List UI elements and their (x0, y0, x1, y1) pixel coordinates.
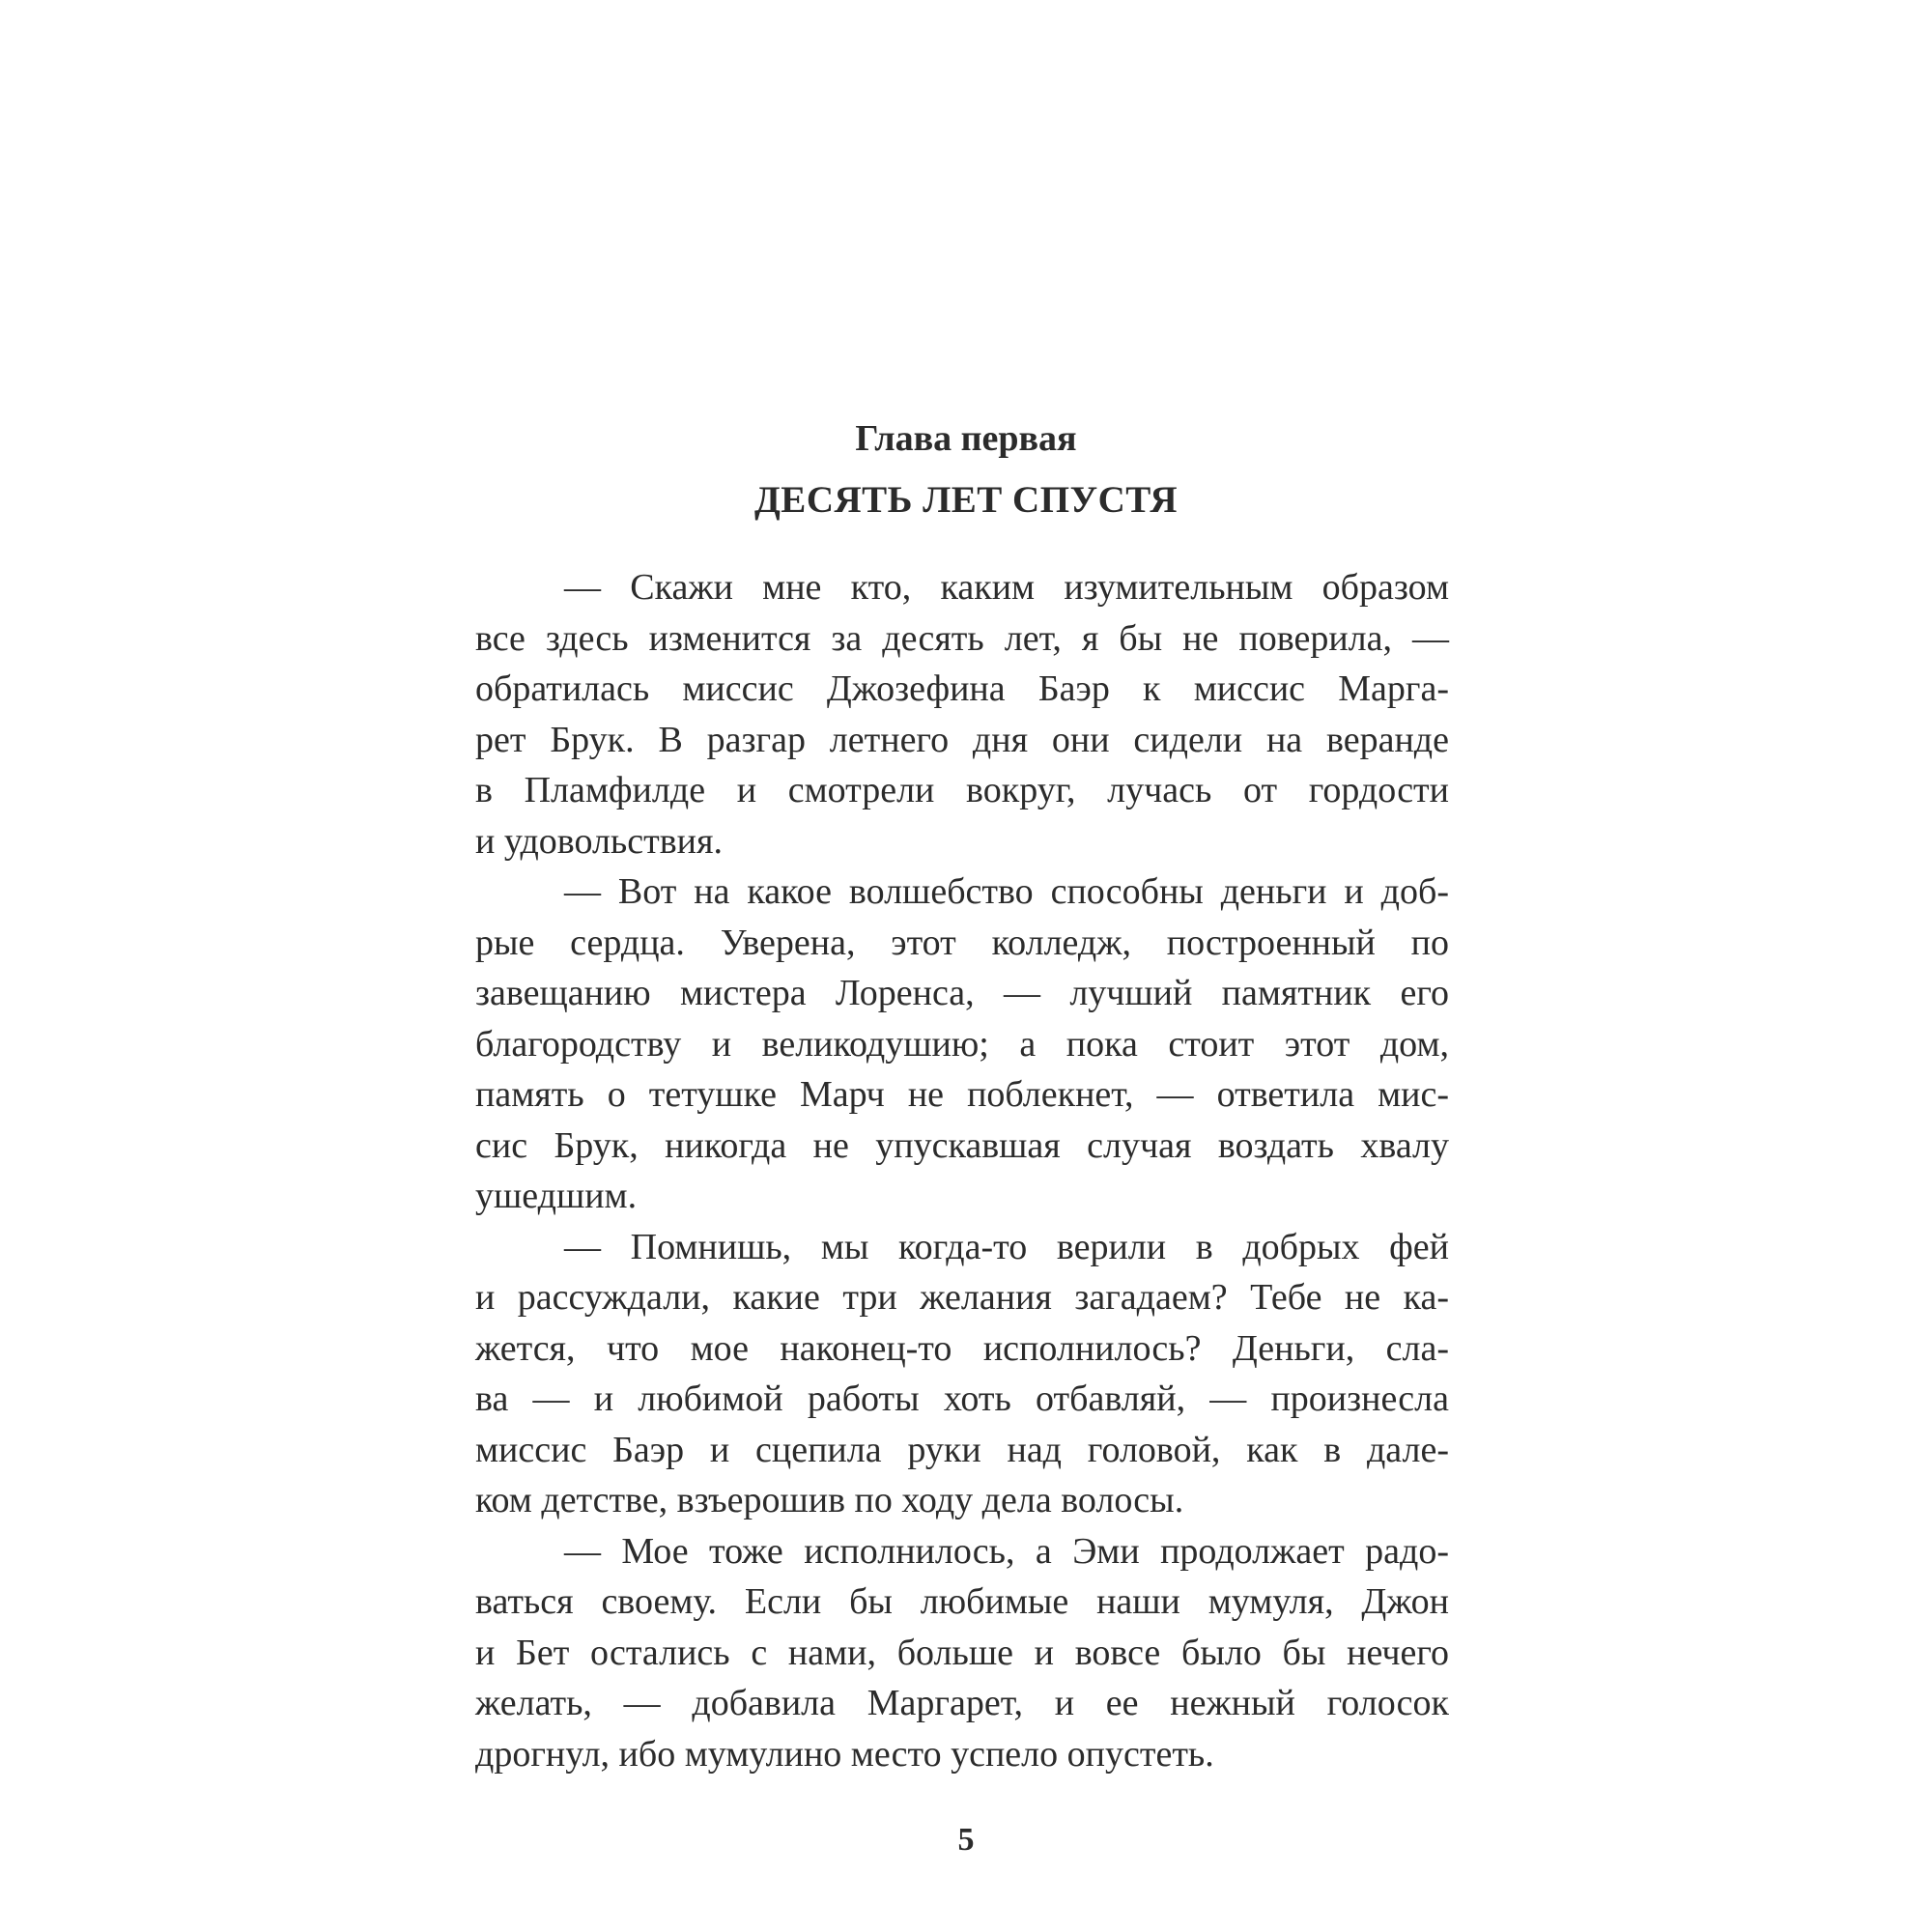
text-line: в Пламфилде и смотрели вокруг, лучась от гордости (475, 770, 1449, 810)
text-line: рет Брук. В разгар летнего дня они сидели на веранде (475, 719, 1449, 760)
text-line: и рассуждали, какие три желания загадаем? Тебе не ка- (475, 1277, 1449, 1318)
text-line: благородству и великодушию; а пока стоит этот дом, (475, 1023, 1449, 1065)
text-line: сис Брук, никогда не упускавшая случая воздать хвалу (475, 1124, 1449, 1166)
text-line: — Мое тоже исполнилось, а Эми продолжает радо- (564, 1530, 1449, 1572)
text-line: и удовольствия. (475, 820, 723, 862)
text-line: ва — и любимой работы хоть отбавляй, — произнесла (475, 1378, 1449, 1419)
page-number: 5 (957, 1822, 975, 1858)
text-line: память о тетушке Марч не поблекнет, — ответила мис- (475, 1074, 1449, 1115)
text-line: ком детстве, взъерошив по ходу дела волосы. (475, 1480, 1184, 1520)
text-line: ушедшим. (475, 1176, 638, 1216)
text-line: все здесь изменится за десять лет, я бы не поверила, — (475, 617, 1449, 659)
text-line: миссис Баэр и сцепила руки над головой, как в дале- (475, 1429, 1449, 1470)
text-line: жется, что мое наконец-то исполнилось? Деньги, сла- (475, 1327, 1449, 1369)
text-line: завещанию мистера Лоренса, — лучший памятник его (475, 973, 1449, 1013)
chapter-label: Глава первая (855, 418, 1077, 459)
text-line: и Бет остались с нами, больше и вовсе было бы нечего (475, 1632, 1449, 1673)
text-line: желать, — добавила Маргарет, и ее нежный голосок (475, 1683, 1449, 1723)
text-line: — Помнишь, мы когда-то верили в добрых фей (564, 1226, 1449, 1267)
text-line: — Скажи мне кто, каким изумительным образом (564, 567, 1449, 608)
text-line: обратилась миссис Джозефина Баэр к миссис Марга- (475, 668, 1449, 709)
chapter-body (475, 562, 1449, 1779)
text-line: дрогнул, ибо мумулино место успело опустеть. (475, 1733, 1214, 1775)
text-line: — Вот на какое волшебство способны деньги и доб- (564, 871, 1449, 912)
text-line: рые сердца. Уверена, этот колледж, построенный по (475, 922, 1449, 963)
chapter-title: ДЕСЯТЬ ЛЕТ СПУСТЯ (753, 479, 1179, 521)
text-line: ваться своему. Если бы любимые наши мумуля, Джон (475, 1581, 1449, 1622)
